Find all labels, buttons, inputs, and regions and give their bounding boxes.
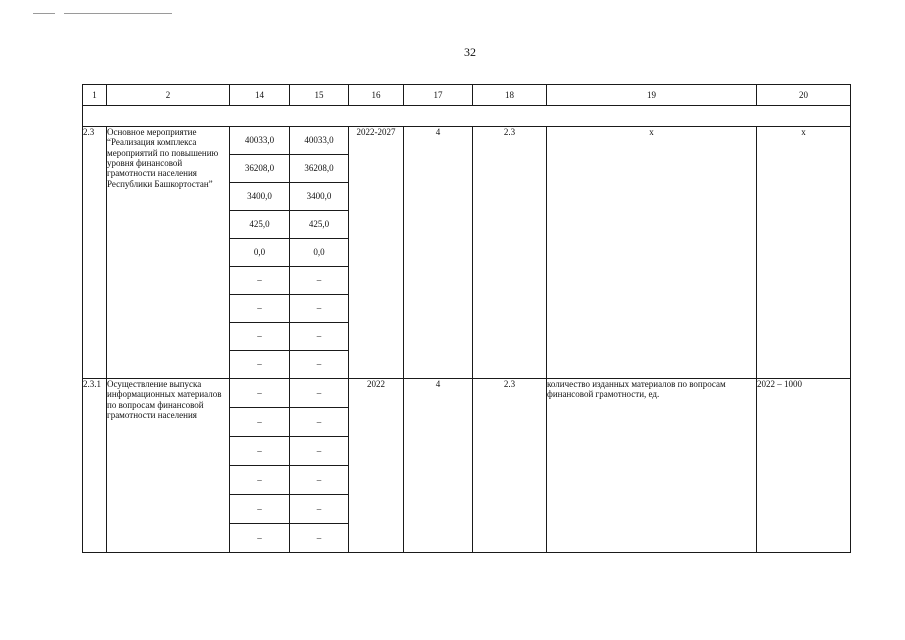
header-cell-18: 18 <box>473 85 547 106</box>
value-cell-15: – <box>290 437 349 466</box>
value-cell-15: – <box>290 379 349 408</box>
value-cell-15: 40033,0 <box>290 127 349 155</box>
table-row <box>83 379 851 408</box>
period-cell: 2022-2027 <box>349 127 404 379</box>
header-cell-14: 14 <box>230 85 290 106</box>
row-number-cell: 2.3 <box>83 127 107 379</box>
value-cell-15: – <box>290 323 349 351</box>
value-cell-14: – <box>230 408 290 437</box>
indicator-cell: количество изданных материалов по вопросам финансовой грамотности, ед. <box>547 379 757 553</box>
indicator-cell: x <box>547 127 757 379</box>
header-cell-15: 15 <box>290 85 349 106</box>
header-cell-2: 2 <box>107 85 230 106</box>
spacer-row <box>83 106 851 127</box>
value-cell-14: – <box>230 437 290 466</box>
header-cell-16: 16 <box>349 85 404 106</box>
value-cell-15: – <box>290 351 349 379</box>
table-row <box>83 127 851 155</box>
value-cell-15: – <box>290 267 349 295</box>
header-cell-20: 20 <box>757 85 851 106</box>
value-cell-14: 40033,0 <box>230 127 290 155</box>
scan-artifact-line <box>64 13 172 14</box>
value-cell-15: 425,0 <box>290 211 349 239</box>
value-cell-15: – <box>290 495 349 524</box>
header-cell-17: 17 <box>404 85 473 106</box>
header-cell-1: 1 <box>83 85 107 106</box>
table-body <box>83 85 851 553</box>
row-number-cell: 2.3.1 <box>83 379 107 553</box>
value-cell-15: 3400,0 <box>290 183 349 211</box>
page-number: 32 <box>464 45 476 59</box>
value-cell-14: 36208,0 <box>230 155 290 183</box>
value-cell-15: – <box>290 408 349 437</box>
value-cell-14: – <box>230 267 290 295</box>
event-name-cell: Осуществление выпуска информационных материалов по вопросам финансовой грамотности населения <box>107 379 230 553</box>
value-cell-14: – <box>230 295 290 323</box>
value-cell-14: – <box>230 351 290 379</box>
col-18-cell: 2.3 <box>473 127 547 379</box>
value-cell-15: – <box>290 295 349 323</box>
period-cell: 2022 <box>349 379 404 553</box>
value-cell-15: 36208,0 <box>290 155 349 183</box>
value-cell-14: – <box>230 466 290 495</box>
data-table <box>82 84 851 553</box>
col-18-cell: 2.3 <box>473 379 547 553</box>
value-cell-14: 0,0 <box>230 239 290 267</box>
scan-artifact-line <box>33 13 55 14</box>
value-cell-15: – <box>290 466 349 495</box>
value-cell-15: 0,0 <box>290 239 349 267</box>
header-row <box>83 85 851 106</box>
event-name-cell: Основное мероприятие “Реализация комплекса мероприятий по повышению уровня финансовой грамотности населения Республики Башкортостан” <box>107 127 230 379</box>
value-cell-14: – <box>230 524 290 553</box>
value-cell-14: 425,0 <box>230 211 290 239</box>
target-value-cell: 2022 – 1000 <box>757 379 851 553</box>
value-cell-14: – <box>230 323 290 351</box>
value-cell-15: – <box>290 524 349 553</box>
value-cell-14: – <box>230 495 290 524</box>
value-cell-14: 3400,0 <box>230 183 290 211</box>
header-cell-19: 19 <box>547 85 757 106</box>
col-17-cell: 4 <box>404 127 473 379</box>
col-17-cell: 4 <box>404 379 473 553</box>
target-value-cell: x <box>757 127 851 379</box>
value-cell-14: – <box>230 379 290 408</box>
